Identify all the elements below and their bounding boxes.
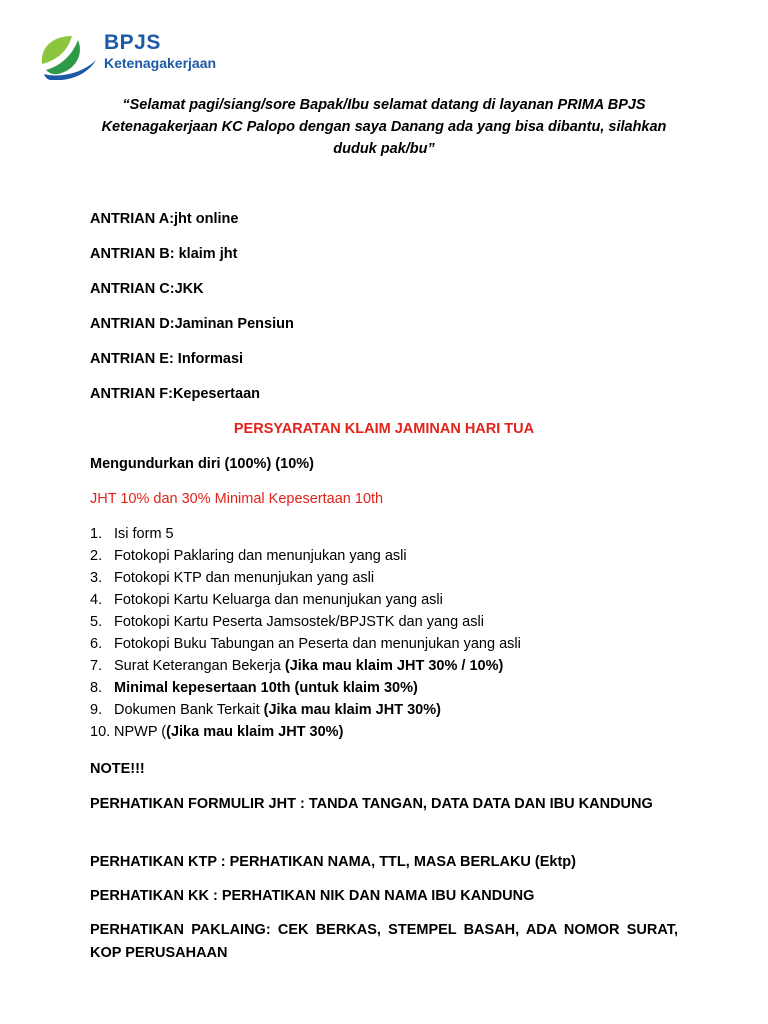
list-item xyxy=(90,589,690,611)
item-number: 7. xyxy=(90,658,103,674)
note-kk: PERHATIKAN KK : PERHATIKAN NIK DAN NAMA IBU KANDUNG xyxy=(90,888,535,904)
list-item xyxy=(90,633,690,655)
item-text: Dokumen Bank Terkait xyxy=(114,702,264,718)
note-title: NOTE!!! xyxy=(90,761,145,777)
bpjs-logo xyxy=(38,30,248,82)
queue-a: ANTRIAN A:jht online xyxy=(90,211,239,227)
item-text: Isi form 5 xyxy=(114,526,174,542)
item-number: 8. xyxy=(90,680,103,696)
queue-f: ANTRIAN F:Kepesertaan xyxy=(90,386,260,402)
note-formulir: PERHATIKAN FORMULIR JHT : TANDA TANGAN, DATA DATA DAN IBU KANDUNG xyxy=(90,796,653,812)
item-number: 9. xyxy=(90,702,103,718)
item-bold-text: Minimal kepesertaan 10th (untuk klaim 30%) xyxy=(114,680,418,696)
note-paklaring: PERHATIKAN PAKLAING: CEK BERKAS, STEMPEL BASAH, ADA NOMOR SURAT, KOP PERUSAHAAN xyxy=(90,922,678,961)
logo-name: BPJS xyxy=(104,31,161,54)
item-bold-text: (Jika mau klaim JHT 30%) xyxy=(166,724,344,740)
item-number: 5. xyxy=(90,614,103,630)
logo-subtitle: Ketenagakerjaan xyxy=(104,55,217,71)
item-text: Fotokopi KTP dan menunjukan yang asli xyxy=(114,570,375,586)
item-text: Surat Keterangan Bekerja xyxy=(114,658,285,674)
item-text: Fotokopi Kartu Peserta Jamsostek/BPJSTK dan yang asli xyxy=(114,614,484,630)
requirements-list xyxy=(90,523,690,743)
greeting-quote: “Selamat pagi/siang/sore Bapak/Ibu selamat datang di layanan PRIMA BPJS Ketenagakerjaan KC Palopo dengan saya Danang ada yang bisa dibantu, silahkan duduk pak/bu” xyxy=(101,97,667,157)
item-number: 1. xyxy=(90,526,103,542)
item-text: Fotokopi Kartu Keluarga dan menunjukan yang asli xyxy=(114,592,443,608)
item-text: NPWP ( xyxy=(114,724,167,740)
queue-e: ANTRIAN E: Informasi xyxy=(90,351,244,367)
leaf-icon xyxy=(38,30,102,80)
queue-d: ANTRIAN D:Jaminan Pensiun xyxy=(90,316,294,332)
list-item xyxy=(90,567,690,589)
item-number: 2. xyxy=(90,548,103,564)
queue-b: ANTRIAN B: klaim jht xyxy=(90,246,238,262)
item-number: 3. xyxy=(90,570,103,586)
list-item xyxy=(90,611,690,633)
minimum-membership-line: JHT 10% dan 30% Minimal Kepesertaan 10th xyxy=(90,491,384,507)
note-ktp: PERHATIKAN KTP : PERHATIKAN NAMA, TTL, MASA BERLAKU (Ektp) xyxy=(90,854,576,870)
queue-c: ANTRIAN C:JKK xyxy=(90,281,204,297)
item-bold-text: (Jika mau klaim JHT 30%) xyxy=(263,702,441,718)
item-number: 4. xyxy=(90,592,103,608)
item-text: Fotokopi Buku Tabungan an Peserta dan menunjukan yang asli xyxy=(114,636,521,652)
item-bold-text: (Jika mau klaim JHT 30% / 10%) xyxy=(284,658,504,674)
item-number: 6. xyxy=(90,636,103,652)
item-number: 10. xyxy=(90,724,111,740)
list-item xyxy=(90,721,690,743)
item-text: Fotokopi Paklaring dan menunjukan yang asli xyxy=(114,548,407,564)
list-item xyxy=(90,677,690,699)
resign-line: Mengundurkan diri (100%) (10%) xyxy=(90,456,314,472)
section-title: PERSYARATAN KLAIM JAMINAN HARI TUA xyxy=(233,421,535,437)
list-item xyxy=(90,545,690,567)
list-item xyxy=(90,655,690,677)
list-item xyxy=(90,699,690,721)
list-item xyxy=(90,523,690,545)
